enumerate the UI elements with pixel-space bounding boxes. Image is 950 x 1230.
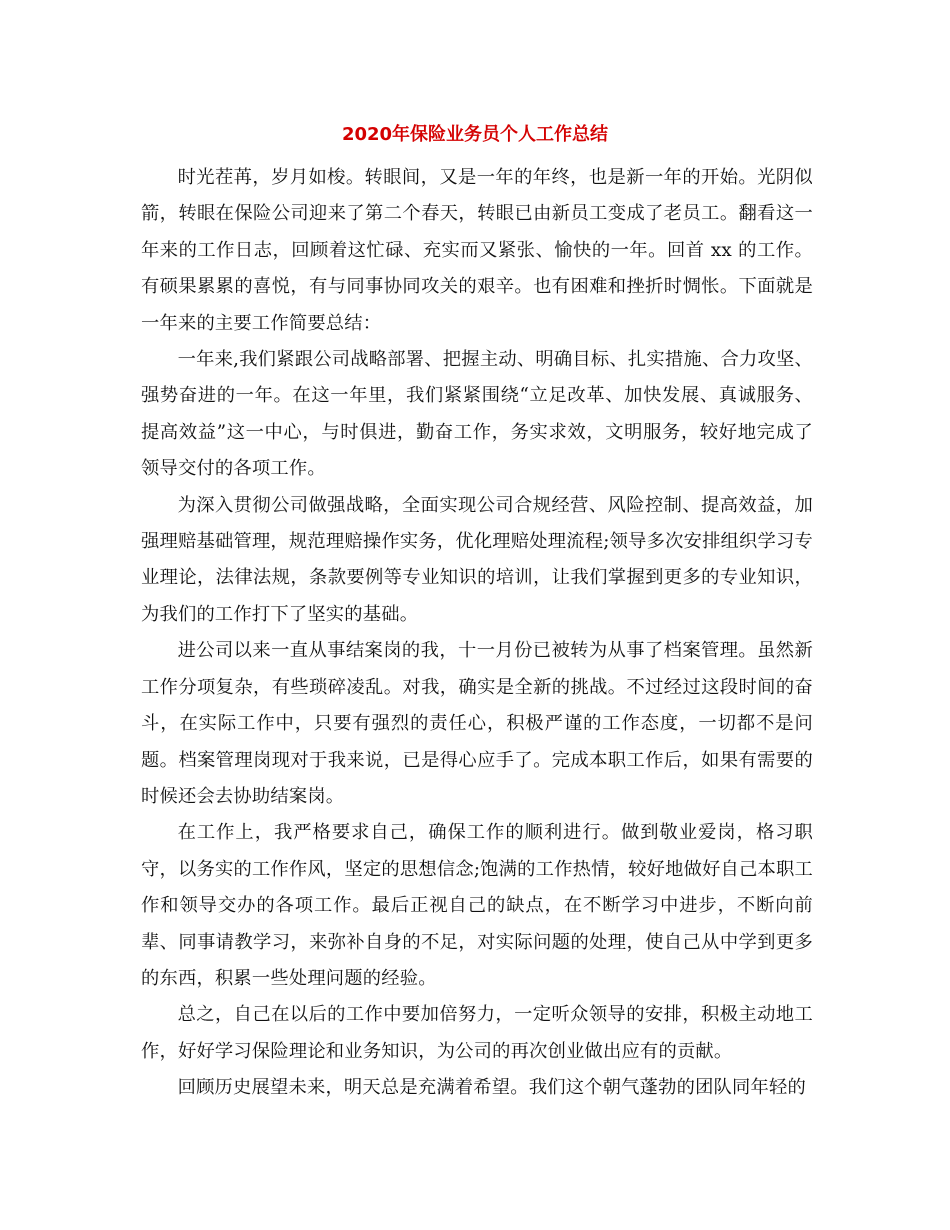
paragraph-work-attitude: 在工作上，我严格要求自己，确保工作的顺利进行。做到敬业爱岗，格习职守，以务实的工作作风，坚定的思想信念;饱满的工作热情，较好地做好自己本职工作和领导交办的各项工作。最后正视自己的缺点，在不断学习中进步，不断向前辈、同事请教学习，来弥补自身的不足，对实际问题的处理，使自己从中学到更多的东西，积累一些处理问题的经验。 xyxy=(141,822,813,989)
document-body xyxy=(141,160,813,1107)
paragraph-strategy: 一年来,我们紧跟公司战略部署、把握主动、明确目标、扎实措施、合力攻坚、强势奋进的一年。在这一年里，我们紧紧围绕“立足改革、加快发展、真诚服务、提高效益”这一中心，与时俱进，勤奋工作，务实求效，文明服务，较好地完成了领导交付的各项工作。 xyxy=(141,349,813,480)
paragraph-intro: 时光茬苒，岁月如梭。转眼间，又是一年的年终，也是新一年的开始。光阴似箭，转眼在保险公司迎来了第二个春天，转眼已由新员工变成了老员工。翻看这一年来的工作日志，回顾着这忙碌、充实而又紧张、愉快的一年。回首 xx 的工作。有硕果累累的喜悦，有与同事协同攻关的艰辛。也有困难和挫折时惆怅。下面就是一年来的主要工作简要总结： xyxy=(141,167,813,334)
paragraph-conclusion: 总之，自己在以后的工作中要加倍努力，一定听众领导的安排，积极主动地工作，好好学习保险理论和业务知识，为公司的再次创业做出应有的贡献。 xyxy=(141,1004,813,1062)
document-title: 2020年保险业务员个人工作总结 xyxy=(341,124,609,145)
paragraph-archive-role: 进公司以来一直从事结案岗的我，十一月份已被转为从事了档案管理。虽然新工作分项复杂，有些琐碎凌乱。对我，确实是全新的挑战。不过经过这段时间的奋斗，在实际工作中，只要有强烈的责任心，积极严谨的工作态度，一切都不是问题。档案管理岗现对于我来说，已是得心应手了。完成本职工作后，如果有需要的时候还会去协助结案岗。 xyxy=(141,640,813,807)
paragraph-training: 为深入贯彻公司做强战略，全面实现公司合规经营、风险控制、提高效益，加强理赔基础管理，规范理赔操作实务，优化理赔处理流程;领导多次安排组织学习专业理论，法律法规，条款要例等专业知识的培训，让我们掌握到更多的专业知识，为我们的工作打下了坚实的基础。 xyxy=(141,494,813,625)
paragraph-outlook: 回顾历史展望未来，明天总是充满着希望。我们这个朝气蓬勃的团队同年轻的 xyxy=(177,1077,806,1099)
